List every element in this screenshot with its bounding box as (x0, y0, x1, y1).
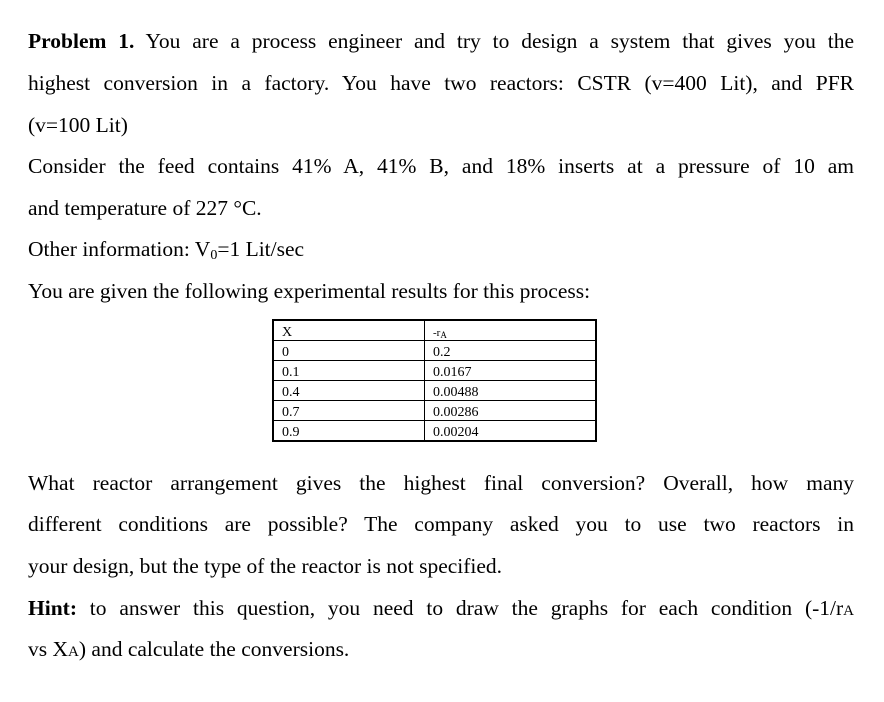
question-line-3: your design, but the type of the reactor is not specified. (28, 554, 503, 578)
header-x: X (273, 320, 425, 341)
cell-ra: 0.2 (425, 341, 597, 361)
problem-line-4: Consider the feed contains 41% A, 41% B, and 18% inserts at a pressure of 10 am (28, 154, 854, 178)
header-ra (425, 320, 597, 341)
table-row (273, 361, 596, 381)
hint-sub-2: A (68, 644, 79, 660)
hint-vs: vs X (28, 637, 69, 661)
hint-line-1 (28, 598, 854, 620)
cell-ra: 0.00204 (425, 421, 597, 442)
cell-ra: 0.0167 (425, 361, 597, 381)
table-header-row (273, 320, 596, 341)
hint-end: ) and calculate the conversions. (78, 637, 350, 661)
table-row (273, 421, 596, 442)
cell-x: 0.1 (273, 361, 425, 381)
problem-line-1 (28, 31, 854, 53)
cell-x: 0.9 (273, 421, 425, 442)
cell-ra: 0.00286 (425, 401, 597, 421)
cell-x: 0.7 (273, 401, 425, 421)
problem-line-6 (28, 239, 304, 263)
cell-ra: 0.00488 (425, 381, 597, 401)
table-row (273, 341, 596, 361)
question-line-1: What reactor arrangement gives the highest final conversion? Overall, how many (28, 471, 854, 495)
info-post: =1 Lit/sec (217, 237, 305, 261)
question-line-2: different conditions are possible? The company asked you to use two reactors in (28, 512, 854, 536)
problem-label: Problem 1. (28, 29, 135, 53)
header-ra-pre: -r (433, 327, 441, 339)
hint-label: Hint: (28, 596, 77, 620)
problem-line-5: and temperature of 227 °C. (28, 196, 262, 220)
header-ra-sub: A (440, 330, 447, 340)
problem-line-7: You are given the following experimental results for this process: (28, 279, 591, 303)
problem-text-1: You are a process engineer and try to design a system that gives you the (134, 29, 855, 53)
table-row (273, 381, 596, 401)
info-sub: 0 (210, 248, 218, 263)
problem-line-3: (v=100 Lit) (28, 113, 128, 137)
cell-x: 0.4 (273, 381, 425, 401)
cell-x: 0 (273, 341, 425, 361)
hint-text-1: to answer this question, you need to draw the graphs for each condition (-1/r (76, 596, 844, 620)
problem-line-2: highest conversion in a factory. You have two reactors: CSTR (v=400 Lit), and PFR (28, 71, 854, 95)
info-pre: Other information: V (28, 237, 211, 261)
table-row (273, 401, 596, 421)
hint-sub-1: A (843, 603, 854, 619)
hint-line-2 (28, 639, 349, 661)
results-table (272, 319, 597, 442)
